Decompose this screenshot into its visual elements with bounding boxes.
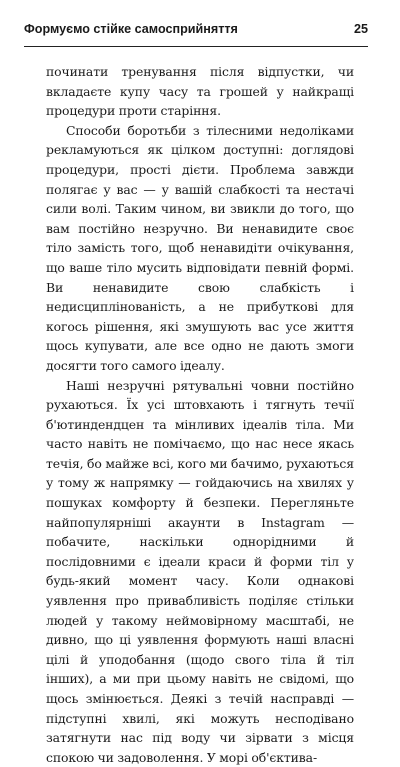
running-header: [24, 22, 368, 42]
header-rule: [24, 46, 368, 47]
page-number: 25: [354, 22, 368, 36]
paragraph: Наші незручні рятувальні човни постійно рухаються. Їх усі штовхають і тягнуть течії б'ютиндендцен та мінливих ідеалів тіла. Ми часто навіть не помічаємо, що нас несе якась течія, бо майже всі, кого ми бачимо, рухаються у тому ж напрямку — гойдаючись на хвилях у пошуках комфорту й безпеки. Перегляньте найпопулярніші акаунти в Instagram — побачите, наскільки однорідними й послідовними є ідеали краси й форми тіл у будь-який момент часу. Коли однакові уявлення про привабливість поділяє стільки людей у такому неймовірному масштабі, не дивно, що ці уявлення формують наші власні цілі й уподобання (щодо свого тіла й тіл інших), а ми при цьому навіть не свідомі, що щось змінюється. Деякі з течій насправді — підступні хвилі, які можуть несподівано затягнути нас під воду чи зірвати з місця спокою чи задоволення. У морі об'єктива-: [46, 376, 354, 767]
chapter-title: Формуємо стійке самосприйняття: [24, 22, 238, 36]
paragraph: Способи боротьби з тілесними недоліками рекламуються як цілком доступні: доглядові процедури, прості дієти. Проблема завжди полягає у вас — у вашій слабкості та нестачі сили волі. Таким чином, ви звикли до того, що вам постійно незручно. Ви ненавидите своє тіло замість того, щоб ненавидіти очікування, що ваше тіло мусить відповідати певній формі. Ви ненавидите свою слабкість і недисциплінованість, а не прибутковi для когось рішення, які змушують вас усе життя щось купувати, але все одно не дають змоги досягти того самого ідеалу.: [46, 121, 354, 376]
body-text: [46, 62, 354, 767]
paragraph: починати тренування після відпустки, чи вкладаєте купу часу та грошей у найкращі процедури проти старіння.: [46, 62, 354, 121]
